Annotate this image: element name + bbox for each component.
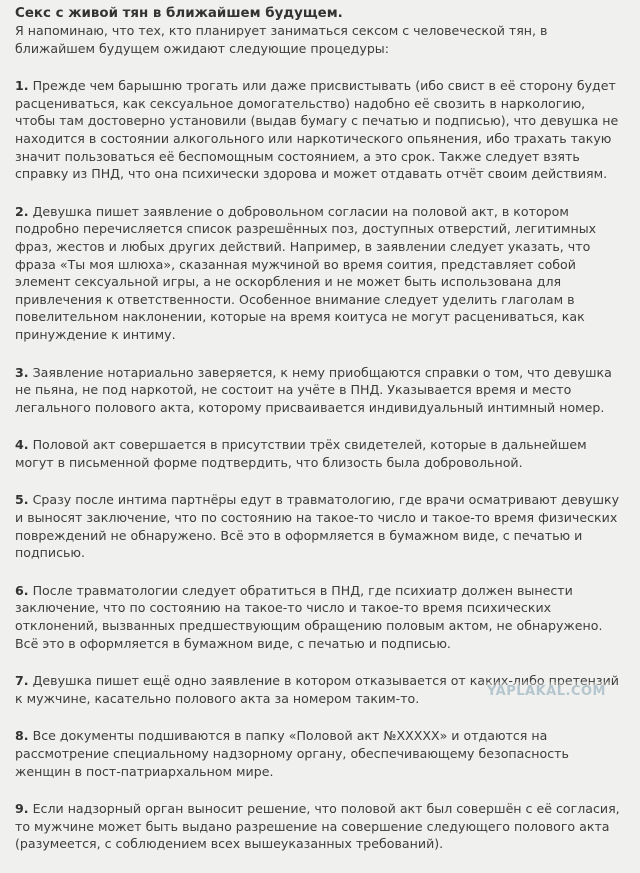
item-number: 8. xyxy=(15,728,29,744)
list-item xyxy=(15,364,627,417)
item-number: 9. xyxy=(15,801,29,817)
item-text: Девушка пишет ещё одно заявление в котором отказывается от каких-либо претензий к мужчине, касательно полового акта за номером таким-то. xyxy=(15,673,619,706)
list-item xyxy=(15,582,627,652)
list-item xyxy=(15,77,627,183)
item-number: 6. xyxy=(15,582,29,598)
item-number: 3. xyxy=(15,364,29,380)
intro-paragraph: Я напоминаю, что тех, кто планирует заниматься сексом с человеческой тян, в ближайшем будущем ожидают следующие процедуры: xyxy=(15,23,548,56)
item-text: Заявление нотариально заверяется, к нему приобщаются справки о том, что девушка не пьяна, не под наркотой, не состоит на учёте в ПНД. Указывается время и место легального полового акта, которому присваивается индивидуальный интимный номер. xyxy=(15,364,612,415)
item-text: Сразу после интима партнёры едут в травматологию, где врачи осматривают девушку и выносят заключение, что по состоянию на такое-то число и такое-то время физических повреждений не обнаружено. Всё это в оформляется в бумажном виде, с печатью и подписью. xyxy=(15,492,620,561)
item-number: 7. xyxy=(15,673,29,689)
list-item xyxy=(15,727,627,780)
list-item xyxy=(15,800,627,853)
list-item xyxy=(15,491,627,561)
document-title: Секс с живой тян в ближайшем будущем. xyxy=(15,6,343,21)
item-text: Все документы подшиваются в папку «Половой акт №XXXXX» и отдаются на рассмотрение специальному надзорному органу, обеспечивающему безопасность женщин в пост-патриархальном мире. xyxy=(15,728,569,779)
item-text: Прежде чем барышню трогать или даже присвистывать (ибо свист в её сторону будет расцениваться, как сексуальное домогательство) надобно её свозить в наркологию, чтобы там достоверно установили (выдав бумагу с печатью и подписью), что девушка не находится в состоянии алкогольного или наркотического опьянения, ибо трахать такую значит пользоваться её беспомощным состоянием, а это срок. Также следует взять справку из ПНД, что она психически здорова и может отдавать отчёт своим действиям. xyxy=(15,78,619,182)
item-text: Если надзорный орган выносит решение, что половой акт был совершён с её согласия, то мужчине может быть выдано разрешение на совершение следующего полового акта (разумеется, с соблюдением всех вышеуказанных требований). xyxy=(15,801,620,852)
item-number: 4. xyxy=(15,437,29,453)
list-item xyxy=(15,203,627,344)
item-text: После травматологии следует обратиться в ПНД, где психиатр должен вынести заключение, что по состоянию на такое-то число и такое-то время психических отклонений, вызванных предшествующим обращению половым актом, не обнаружено. Всё это в оформляется в бумажном виде, с печатью и подписью. xyxy=(15,582,603,651)
item-number: 5. xyxy=(15,492,29,508)
watermark-logo: YAPLAKAL.COM xyxy=(483,682,610,701)
item-number: 2. xyxy=(15,203,29,219)
item-text: Половой акт совершается в присутствии трёх свидетелей, которые в дальнейшем могут в письменной форме подтвердить, что близость была добровольной. xyxy=(15,437,587,470)
list-item xyxy=(15,436,627,471)
item-text: Девушка пишет заявление о добровольном согласии на половой акт, в котором подробно перечисляется список разрешённых поз, доступных отверстий, легитимных фраз, жестов и любых других действий. Например, в заявлении следует указать, что фраза «Ты моя шлюха», сказанная мужчиной во время соития, представляет собой элемент сексуальной игры, а не оскорбления и не может быть использована для привлечения к ответственности. Особенное внимание следует уделить глаголам в повелительном наклонении, которые на время коитуса не могут расцениваться, как принуждение к интиму. xyxy=(15,203,597,342)
item-number: 1. xyxy=(15,78,29,94)
document xyxy=(15,5,627,873)
